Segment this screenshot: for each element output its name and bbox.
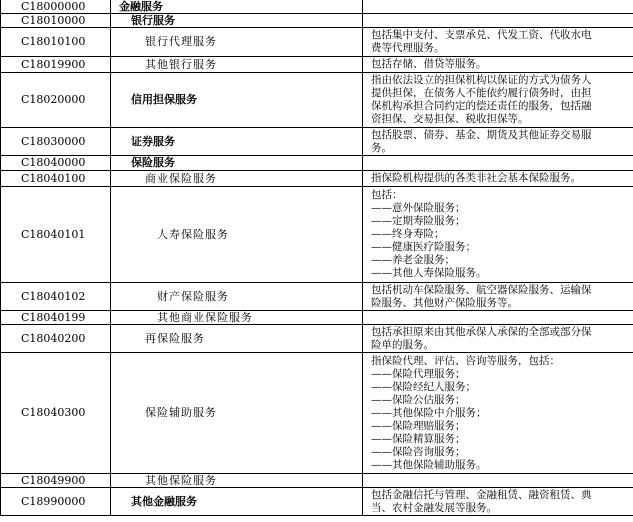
desc-line: ——终身寿险；: [371, 228, 445, 240]
code-cell: C18049900: [1, 474, 111, 488]
code-cell: C18040102: [1, 283, 111, 311]
desc-line: ——保险理赔服务；: [371, 419, 466, 432]
table-row: [1, 171, 633, 187]
code-cell: C18040000: [1, 156, 111, 171]
table-row: [1, 28, 633, 57]
desc-cell: [363, 128, 633, 156]
desc-cell: [363, 14, 633, 28]
desc-line: ——其他保险辅助服务。: [371, 458, 487, 471]
name-cell: 银行服务: [111, 14, 363, 28]
name-cell: 其他银行服务: [111, 57, 363, 73]
code-cell: C18000000: [1, 0, 111, 14]
desc-line: 提供担保，在债务人不能依约履行债务时，由担: [371, 87, 592, 99]
desc-line: 资担保、交易担保、税收担保等。: [371, 113, 529, 125]
code-cell: C18040101: [1, 187, 111, 283]
desc-cell: [363, 57, 633, 73]
name-cell: 再保险服务: [111, 325, 363, 353]
desc-line: 包括存储、借贷等服务。: [371, 58, 487, 70]
table-row: [1, 14, 633, 28]
table-row: [1, 283, 633, 311]
desc-cell: [363, 488, 633, 516]
desc-cell: [363, 28, 633, 57]
desc-cell: [363, 474, 633, 488]
desc-line: ——其他保险中介服务；: [371, 406, 487, 419]
code-cell: C18040199: [1, 311, 111, 325]
desc-line: 务。: [371, 141, 392, 154]
desc-cell: [363, 0, 633, 14]
desc-cell: [363, 353, 633, 474]
table-row: [1, 325, 633, 353]
name-cell: 银行代理服务: [111, 28, 363, 57]
desc-line: 包括：: [371, 189, 403, 201]
desc-cell: [363, 187, 633, 283]
desc-line: 险服务、其他财产保险服务等。: [371, 296, 518, 309]
desc-line: 包括金融信托与管理、金融租赁、融资租赁、典: [371, 488, 592, 501]
name-cell: 人寿保险服务: [111, 187, 363, 283]
desc-cell: [363, 171, 633, 187]
table-row: [1, 128, 633, 156]
table-row: [1, 156, 633, 171]
desc-line: 指由依法设立的担保机构以保证的方式为债务人: [371, 74, 592, 86]
desc-cell: [363, 73, 633, 128]
name-cell: 证券服务: [111, 128, 363, 156]
name-cell: 其他商业保险服务: [111, 311, 363, 325]
desc-cell: [363, 325, 633, 353]
table-row: [1, 0, 633, 14]
desc-line: 包括机动车保险服务、航空器保险服务、运输保: [371, 283, 592, 296]
desc-line: 费等代理服务。: [371, 42, 445, 54]
desc-line: ——保险咨询服务；: [371, 445, 466, 458]
desc-line: 指保险机构提供的各类非社会基本保险服务。: [371, 172, 581, 184]
code-cell: C18040200: [1, 325, 111, 353]
desc-line: ——意外保险服务；: [371, 202, 466, 214]
desc-cell: [363, 156, 633, 171]
desc-line: ——保险经纪人服务；: [371, 380, 476, 393]
desc-line: 当、农村金融发展等服务。: [371, 501, 497, 514]
table-row: [1, 57, 633, 73]
name-cell: 保险辅助服务: [111, 353, 363, 474]
table-row: [1, 488, 633, 516]
code-cell: C18019900: [1, 57, 111, 73]
desc-line: ——定期寿险服务；: [371, 215, 466, 227]
name-cell: 其他保险服务: [111, 474, 363, 488]
desc-cell: [363, 311, 633, 325]
table-row: [1, 187, 633, 283]
name-cell: 保险服务: [111, 156, 363, 171]
name-cell: 信用担保服务: [111, 73, 363, 128]
desc-line: 保机构承担合同约定的偿还责任的服务，包括融: [371, 100, 592, 112]
desc-line: ——健康医疗险服务；: [371, 241, 476, 253]
code-cell: C18990000: [1, 488, 111, 516]
desc-line: ——保险精算服务；: [371, 432, 466, 445]
table-row: [1, 73, 633, 128]
desc-line: 险单的服务。: [371, 338, 434, 351]
desc-line: 指保险代理、评估、咨询等服务，包括：: [371, 354, 560, 367]
table-row: [1, 311, 633, 325]
desc-line: 包括股票、债券、基金、期货及其他证券交易服: [371, 128, 592, 141]
desc-cell: [363, 283, 633, 311]
desc-line: ——保险代理服务；: [371, 367, 466, 380]
code-cell: C18030000: [1, 128, 111, 156]
code-cell: C18040100: [1, 171, 111, 187]
table-row: [1, 353, 633, 474]
name-cell: 金融服务: [111, 0, 363, 14]
table-row: [1, 474, 633, 488]
desc-line: 包括集中支付、支票承兑、代发工资、代收水电: [371, 29, 592, 41]
code-cell: C18020000: [1, 73, 111, 128]
name-cell: 商业保险服务: [111, 171, 363, 187]
name-cell: 财产保险服务: [111, 283, 363, 311]
code-cell: C18040300: [1, 353, 111, 474]
desc-line: 包括承担原来由其他承保人承保的全部或部分保: [371, 325, 592, 338]
code-cell: C18010000: [1, 14, 111, 28]
name-cell: 其他金融服务: [111, 488, 363, 516]
desc-line: ——保险公估服务；: [371, 393, 466, 406]
desc-line: ——养老金服务；: [371, 254, 455, 266]
code-cell: C18010100: [1, 28, 111, 57]
desc-line: ——其他人寿保险服务。: [371, 267, 487, 279]
